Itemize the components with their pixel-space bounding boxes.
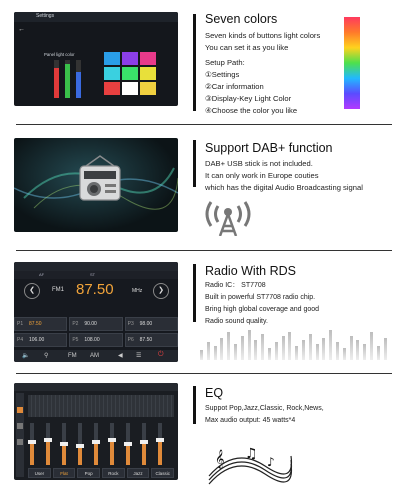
screen-header: Settings xyxy=(36,13,55,19)
decor-bar xyxy=(268,348,271,360)
section-divider xyxy=(16,124,392,125)
decor-bar xyxy=(200,350,203,360)
preset-p1[interactable] xyxy=(14,317,67,331)
colors-line-3: Setup Path: xyxy=(205,58,245,67)
decor-bar xyxy=(295,346,298,360)
decor-bar xyxy=(309,334,312,360)
decor-bar xyxy=(234,344,237,360)
eq-preset-user[interactable]: User xyxy=(28,468,51,478)
seek-forward-button[interactable]: ❯ xyxy=(153,283,169,299)
broadcast-antenna-icon xyxy=(205,196,251,236)
preset-frequency: 108.00 xyxy=(84,337,100,343)
decor-bar xyxy=(350,336,353,360)
panel-light-label: Panel light color xyxy=(44,52,75,57)
color-swatch[interactable] xyxy=(122,82,138,95)
blue-slider[interactable] xyxy=(76,60,81,98)
radio-illustration xyxy=(14,138,178,232)
section-accent-bar xyxy=(193,386,196,424)
preset-p3[interactable] xyxy=(125,317,178,331)
search-icon[interactable]: ⚲ xyxy=(44,353,49,359)
decor-bar xyxy=(241,336,244,360)
colors-line-2: You can set it as you like xyxy=(205,43,289,52)
green-slider[interactable] xyxy=(65,60,70,98)
preset-frequency: 87.50 xyxy=(29,321,42,327)
preset-p5[interactable] xyxy=(69,333,122,347)
decor-bar xyxy=(329,330,332,360)
eq-icon[interactable]: ☰ xyxy=(136,353,142,359)
decor-bar xyxy=(261,334,264,360)
eq-preset-flat[interactable]: Flat xyxy=(53,468,76,478)
preset-frequency: 98.00 xyxy=(139,321,153,327)
radio-toolbar xyxy=(14,271,178,279)
colors-step-4: ④Choose the color you like xyxy=(205,106,298,115)
red-slider[interactable] xyxy=(54,60,59,98)
color-swatch[interactable] xyxy=(104,67,120,80)
eq-spectrum xyxy=(28,395,174,417)
colors-step-1: ①Settings xyxy=(205,70,240,79)
preset-id: P1 xyxy=(17,321,24,327)
preset-id: P3 xyxy=(127,321,134,327)
decor-bar xyxy=(288,332,291,360)
radio-line-3: Bring high global coverage and good xyxy=(205,306,320,313)
preset-id: P6 xyxy=(127,337,134,343)
section-divider xyxy=(16,373,392,374)
color-swatch-grid xyxy=(104,52,156,100)
eq-band-slider[interactable] xyxy=(110,423,114,465)
color-swatch[interactable] xyxy=(140,67,156,80)
decor-bar xyxy=(316,344,319,360)
decor-bar xyxy=(275,342,278,360)
colors-step-2: ②Car information xyxy=(205,82,264,91)
preset-id: P4 xyxy=(17,337,24,343)
seek-back-button[interactable]: ❮ xyxy=(24,283,40,299)
prev-icon[interactable]: ◀ xyxy=(118,353,123,359)
radio-screen xyxy=(14,262,178,362)
color-swatch[interactable] xyxy=(122,67,138,80)
eq-band-slider[interactable] xyxy=(158,423,162,465)
section-accent-bar xyxy=(193,264,196,322)
section-title-radio: Radio With RDS xyxy=(205,264,296,278)
band-label: FM1 xyxy=(52,287,64,293)
eq-band-slider[interactable] xyxy=(142,423,146,465)
decor-bar xyxy=(220,338,223,360)
eq-side-bar xyxy=(16,393,24,477)
decor-bar xyxy=(384,338,387,360)
unit-label: MHz xyxy=(132,288,143,294)
decor-bar xyxy=(370,332,373,360)
decor-bar xyxy=(227,332,230,360)
decor-bar xyxy=(207,342,210,360)
signal-bars-decoration xyxy=(200,330,390,360)
eq-band-slider[interactable] xyxy=(30,423,34,465)
decor-bar xyxy=(322,338,325,360)
eq-sliders xyxy=(30,423,174,465)
frequency-display: 87.50 xyxy=(76,281,114,298)
decor-bar xyxy=(363,344,366,360)
preset-p6[interactable] xyxy=(125,333,178,347)
power-icon[interactable]: ⏻ xyxy=(158,351,164,358)
eq-band-slider[interactable] xyxy=(126,423,130,465)
dab-line-2: It can only work in Europe couties xyxy=(205,171,319,180)
color-swatch[interactable] xyxy=(140,82,156,95)
back-arrow-icon[interactable]: ← xyxy=(18,26,25,33)
eq-preset-classic[interactable]: Classic xyxy=(151,468,174,478)
decor-bar xyxy=(254,340,257,360)
eq-screen xyxy=(14,383,178,480)
color-spectrum-bar xyxy=(344,17,360,109)
status-bar xyxy=(14,383,178,391)
settings-color-screen xyxy=(14,12,178,106)
eq-band-slider[interactable] xyxy=(78,423,82,465)
eq-preset-pop[interactable]: Pop xyxy=(77,468,100,478)
dab-line-3: which has the digital Audio Broadcasting signal xyxy=(205,183,363,192)
color-swatch[interactable] xyxy=(122,52,138,65)
af-label[interactable]: AF xyxy=(39,272,45,277)
preset-frequency: 87.50 xyxy=(139,337,153,343)
fm-button[interactable]: FM xyxy=(68,353,77,359)
eq-preset-row xyxy=(28,468,174,478)
section-title-dab: Support DAB+ function xyxy=(205,141,333,155)
decor-bar xyxy=(343,348,346,360)
svg-text:𝄞: 𝄞 xyxy=(215,449,225,468)
radio-line-1: Radio IC： ST7708 xyxy=(205,282,266,289)
dab-line-1: DAB+ USB stick is not included. xyxy=(205,159,313,168)
preset-id: P2 xyxy=(72,321,79,327)
eq-line-1: Suppot Pop,Jazz,Classic, Rock,News, xyxy=(205,405,324,412)
preset-p4[interactable] xyxy=(14,333,67,347)
decor-bar xyxy=(302,340,305,360)
dab-radio-image xyxy=(14,138,178,232)
radio-line-4: Radio sound quality. xyxy=(205,318,268,325)
eq-band-slider[interactable] xyxy=(94,423,98,465)
eq-preset-jazz[interactable]: Jazz xyxy=(127,468,150,478)
section-accent-bar xyxy=(193,140,196,187)
am-button[interactable]: AM xyxy=(90,353,99,359)
eq-preset-rock[interactable]: Rock xyxy=(102,468,125,478)
preset-frequency: 90.00 xyxy=(84,321,97,327)
decor-bar xyxy=(356,340,359,360)
preset-p2[interactable] xyxy=(69,317,122,331)
colors-step-3: ③Display-Key Light Color xyxy=(205,94,292,103)
section-divider xyxy=(16,250,392,251)
color-swatch[interactable] xyxy=(104,82,120,95)
decor-bar xyxy=(336,342,339,360)
music-notes-icon xyxy=(205,436,295,486)
preset-frequency: 106.00 xyxy=(29,337,45,343)
eq-band-slider[interactable] xyxy=(62,423,66,465)
color-swatch[interactable] xyxy=(140,52,156,65)
decor-bar xyxy=(377,346,380,360)
color-swatch[interactable] xyxy=(104,52,120,65)
svg-text:♪: ♪ xyxy=(267,455,275,469)
st-label: ST xyxy=(90,272,96,277)
svg-text:♫: ♫ xyxy=(245,446,258,462)
radio-line-2: Built in powerful ST7708 radio chip. xyxy=(205,294,316,301)
colors-line-1: Seven kinds of buttons light colors xyxy=(205,31,321,40)
mute-icon[interactable]: 🔈 xyxy=(22,353,30,359)
section-title-colors: Seven colors xyxy=(205,12,278,26)
radio-bottom-bar xyxy=(14,350,178,362)
preset-grid xyxy=(14,317,178,347)
preset-id: P5 xyxy=(72,337,79,343)
section-title-eq: EQ xyxy=(205,386,224,400)
decor-bar xyxy=(248,330,251,360)
eq-line-2: Max audio output: 45 watts*4 xyxy=(205,417,296,424)
section-accent-bar xyxy=(193,14,196,111)
eq-band-slider[interactable] xyxy=(46,423,50,465)
status-bar xyxy=(14,262,178,271)
decor-bar xyxy=(282,336,285,360)
decor-bar xyxy=(214,346,217,360)
